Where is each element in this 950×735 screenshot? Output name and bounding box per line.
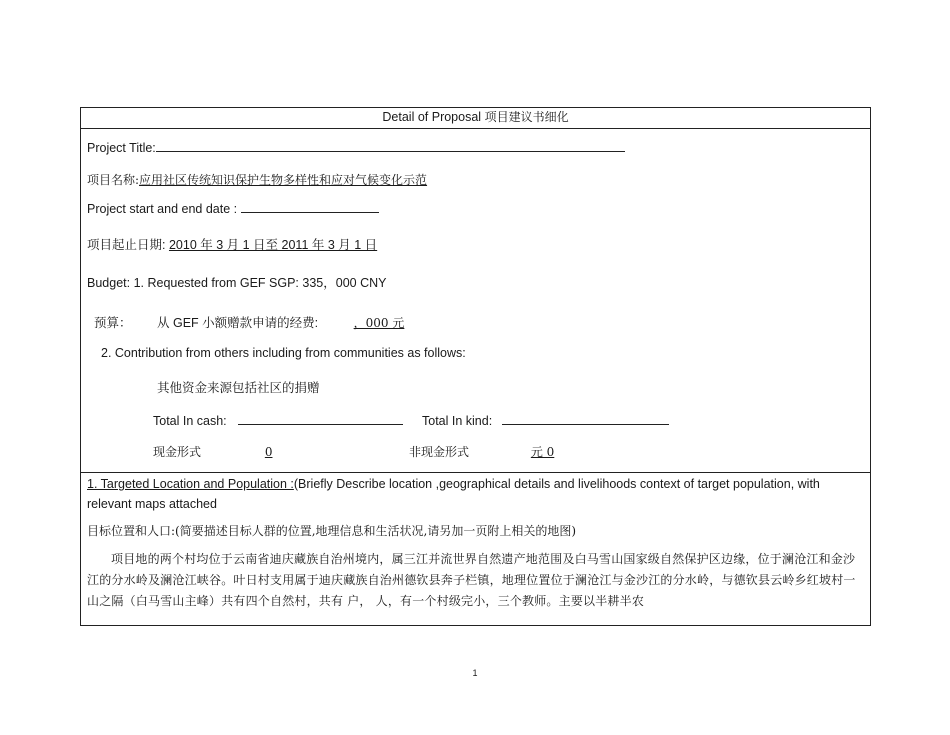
title-en: Detail of Proposal [382, 110, 482, 124]
kind-field[interactable] [502, 413, 669, 425]
cash-row [153, 413, 403, 428]
cash-zh-label: 现金形式 [153, 445, 202, 459]
budget-label-zh: 预算： [94, 316, 132, 330]
contribution-zh: 其他资金来源包括社区的捐赠 [157, 381, 320, 395]
title-zh: 项目建议书细化 [484, 110, 569, 124]
section1-desc: (Briefly Describe location ,geographical details and livelihoods context of target population, with relevant maps attached [87, 477, 820, 511]
form-header [81, 108, 870, 129]
project-title-row [87, 140, 625, 155]
budget-line: Budget: 1. Requested from GEF SGP: 335，000 CNY [87, 276, 387, 290]
dates-label-zh: 项目起止日期: [87, 238, 166, 252]
project-title-field[interactable] [156, 140, 625, 152]
kind-zh-value: 元 0 [530, 445, 555, 459]
dates-value-zh: 2010 年 3 月 1 日至 2011 年 3 月 1 日 [168, 238, 378, 252]
requested-label-zh: 从 GEF 小额赠款申请的经费: [157, 316, 319, 330]
project-title-label: Project Title: [87, 141, 156, 155]
page-number: 1 [472, 668, 478, 678]
contribution-en: 2. Contribution from others including from communities as follows: [101, 346, 466, 360]
dates-field[interactable] [241, 201, 379, 213]
kind-zh-row [409, 443, 554, 460]
section-divider [81, 472, 870, 473]
cash-field[interactable] [238, 413, 403, 425]
cash-zh-row [153, 443, 272, 460]
project-name-value: 应用社区传统知识保护生物多样性和应对气候变化示范 [139, 173, 428, 187]
section1-heading [87, 474, 865, 514]
requested-value-zh: ，000 元 [353, 316, 405, 330]
kind-label: Total In kind: [422, 414, 493, 428]
dates-zh-row [87, 235, 377, 253]
budget-zh-row [94, 313, 404, 331]
project-name-row [87, 171, 427, 188]
dates-row [87, 201, 379, 216]
dates-label: Project start and end date : [87, 202, 238, 216]
section1-title-zh: 目标位置和人口:(简要描述目标人群的位置,地理信息和生活状况,请另加一页附上相关的地图) [87, 524, 577, 538]
section1-title: 1. Targeted Location and Population : [87, 477, 294, 491]
cash-zh-value: 0 [264, 445, 273, 459]
kind-row [422, 413, 669, 428]
project-name-label: 项目名称: [87, 173, 140, 187]
kind-zh-label: 非现金形式 [409, 445, 470, 459]
cash-label: Total In cash: [153, 414, 227, 428]
section1-paragraph: 项目地的两个村均位于云南省迪庆藏族自治州境内，属三江并流世界自然遗产地范围及白马雪山国家级自然保护区边缘，位于澜沧江和金沙江的分水岭及澜沧江峡谷。叶日村支用属于迪庆藏族自治州德钦县奔子栏镇，地理位置位于澜沧江与金沙江的分水岭，与德钦县云岭乡红坡村一山之隔（白马雪山主峰）共有四个自然村，共有 户， 人，有一个村级完小，三个教师。主要以半耕半农 [87, 552, 856, 608]
proposal-form [80, 107, 871, 626]
